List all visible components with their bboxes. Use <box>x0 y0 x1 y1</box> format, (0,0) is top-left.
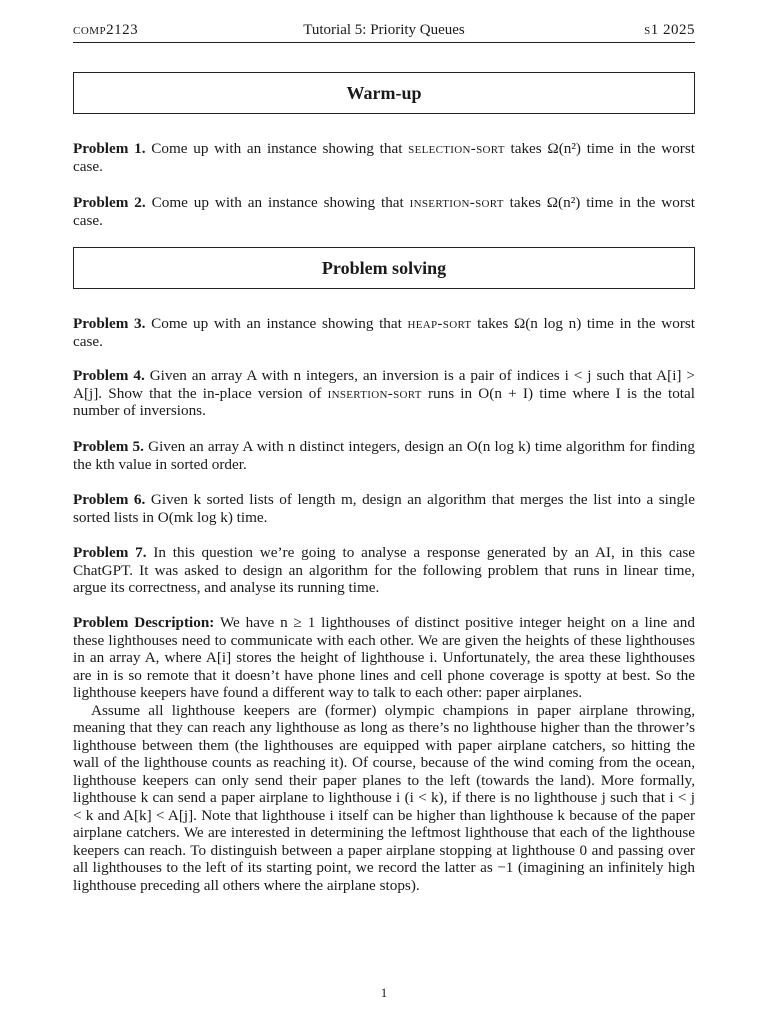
problem-5 <box>73 438 695 473</box>
problem-7 <box>73 544 695 597</box>
problem-label: Problem 2. <box>73 194 146 211</box>
algorithm-name: selection-sort <box>408 140 505 157</box>
section-title: Warm-up <box>346 83 422 103</box>
problem-text: Given an array A with n distinct integers, design an O(n log k) time algorithm for finding the kth value in sorted order. <box>73 438 695 473</box>
description-paragraph-1 <box>73 614 695 702</box>
problem-text: Come up with an instance showing that <box>151 194 410 211</box>
section-heading-problem-solving <box>73 247 695 289</box>
problem-3 <box>73 315 695 350</box>
tutorial-title: Tutorial 5: Priority Queues <box>303 22 465 38</box>
problem-label: Problem 6. <box>73 491 146 508</box>
problem-text: Come up with an instance showing that <box>151 140 409 157</box>
page-number: 1 <box>380 985 388 1000</box>
problem-label: Problem 5. <box>73 438 144 455</box>
document-page <box>73 0 695 1024</box>
problem-text: Given an array A with n integers, an inversion is a pair of indices i < j such that A[i] > A[j]. Show that the in-place version of <box>73 367 695 402</box>
section-heading-warmup <box>73 72 695 114</box>
problem-text: Given k sorted lists of length m, design an algorithm that merges the list into a single sorted lists in O(mk log k) time. <box>73 491 695 526</box>
problem-2 <box>73 194 695 229</box>
algorithm-name: insertion-sort <box>409 194 504 211</box>
algorithm-name: insertion-sort <box>327 384 422 402</box>
course-code: comp2123 <box>73 22 139 38</box>
problem-text: takes Ω(n²) time in the worst case. <box>73 140 695 175</box>
problem-6 <box>73 491 695 526</box>
problem-text: takes Ω(n log n) time in the worst case. <box>73 315 696 350</box>
description-paragraph-2: Assume all lighthouse keepers are (former) olympic champions in paper airplane throwing, meaning that they can reach any lighthouse as long as there’s no lighthouse higher than the thrower’s lighthouse between them (the lighthouses are equipped with paper airplane catchers, so hitting the wall of the lighthouse counts as reaching it). Of course, because of the wind coming from the ocean, lighthouse keepers can only send their paper planes to the left (towards the land). More formally, lighthouse k can send a paper airplane to lighthouse i (i < k), if there is no lighthouse j such that i < j < k and A[k] < A[j]. Note that lighthouse i itself can be higher than lighthouse k because of the paper airplane catchers. We are interested in determining the leftmost lighthouse that each of the lighthouse keepers can reach. To distinguish between a paper airplane stopping at lighthouse 0 and passing over all lighthouses to the left of its starting point, we record the latter as −1 (imagining an infinitely high lighthouse preceding all others where the airplane stops). <box>73 701 695 894</box>
problem-text: runs in O(n + I) time where I is the total number of inversions. <box>73 384 695 419</box>
semester-label: s1 2025 <box>644 22 695 38</box>
section-title: Problem solving <box>321 258 447 278</box>
problem-label: Problem 3. <box>73 315 146 332</box>
description-text: We have n ≥ 1 lighthouses of distinct positive integer height on a line and these lighthouses need to communicate with each other. We are given the heights of these lighthouses in an array A, where A[i] stores the height of lighthouse i. Unfortunately, the area these lighthouses are in is so remote that it doesn’t have phone lines and cell phone coverage is spotty at best. So the lighthouse keepers have found a different way to talk to each other: paper airplanes. <box>73 614 695 701</box>
problem-4 <box>73 367 695 420</box>
problem-label: Problem 7. <box>73 544 147 561</box>
problem-1 <box>73 140 695 175</box>
description-label: Problem Description: <box>73 614 215 631</box>
problem-text: takes Ω(n²) time in the worst case. <box>73 194 696 229</box>
problem-text: Come up with an instance showing that <box>151 315 408 332</box>
algorithm-name: heap-sort <box>407 315 472 332</box>
running-header <box>73 22 695 43</box>
problem-label: Problem 1. <box>73 140 146 157</box>
problem-description <box>73 614 695 894</box>
problem-text: In this question we’re going to analyse a response generated by an AI, in this case ChatGPT. It was asked to design an algorithm for the following problem that runs in linear time, argue its correctness, and analyse its running time. <box>73 544 696 596</box>
problem-label: Problem 4. <box>73 367 145 384</box>
